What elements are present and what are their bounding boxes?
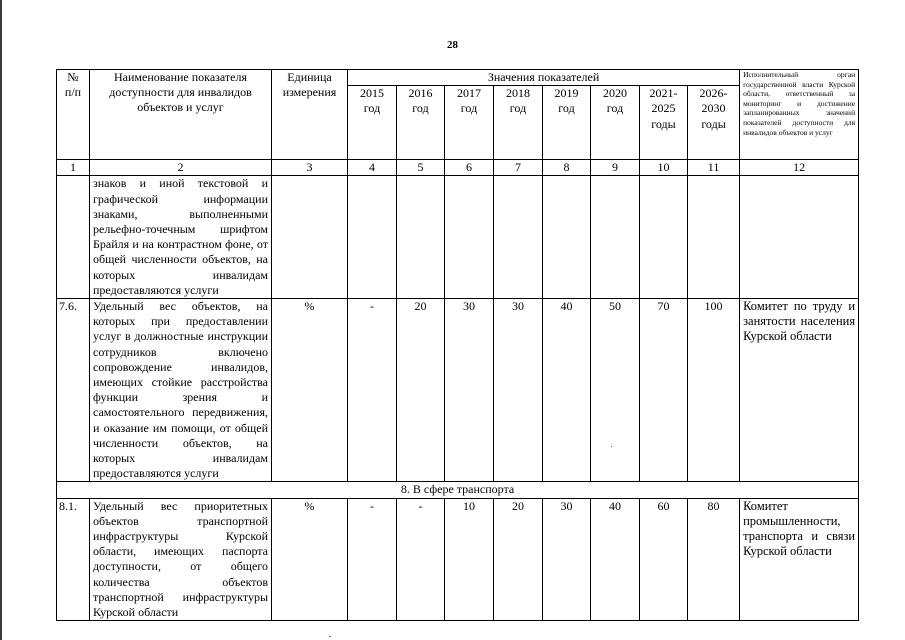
row-value: 80 [688,498,740,621]
header-year-2018: 2018 год [494,86,543,160]
column-number: 2 [90,160,272,176]
column-number: 10 [640,160,688,176]
row-value: 40 [591,498,640,621]
row-value: 40 [543,299,591,482]
row-value: 10 [445,498,494,621]
row-num [57,176,90,299]
header-year-2016: 2016 год [397,86,445,160]
section-title: 8. В сфере транспорта [57,482,859,498]
row-unit: % [272,299,348,482]
header-name: Наименование показателя доступности для инвалидов объектов и услуг [90,70,272,160]
header-organ: Исполнительный орган государственной власти Курской области, ответственный за мониторинг и достижение запланированных значений показателей доступности для инвалидов объектов и услуг [740,70,859,160]
row-value [445,176,494,299]
column-number: 4 [348,160,397,176]
table-row [57,299,859,482]
row-value: 30 [445,299,494,482]
table-row [57,176,859,299]
row-value [494,176,543,299]
column-number-row [57,160,859,176]
scan-speck [611,446,612,447]
row-value: 50 [591,299,640,482]
row-value [543,176,591,299]
section-row [57,482,859,498]
row-name: Удельный вес приоритетных объектов транспортной инфраструктуры Курской области, имеющих паспорта доступности, от общего количества объектов транспортной инфраструктуры Курской области [90,498,272,621]
row-value [640,176,688,299]
row-value [397,176,445,299]
scan-speck [329,636,331,637]
row-value: 30 [494,299,543,482]
page-number: 28 [447,39,458,51]
column-number: 6 [445,160,494,176]
column-number: 9 [591,160,640,176]
table-row [57,498,859,621]
row-value [348,176,397,299]
row-value: 20 [397,299,445,482]
row-organ: Комитет по труду и занятости населения Курской области [740,299,859,482]
row-value: 60 [640,498,688,621]
header-year-2019: 2019 год [543,86,591,160]
row-unit: % [272,498,348,621]
row-num: 7.6. [57,299,90,482]
header-year-2026-2030: 2026- 2030 годы [688,86,740,160]
header-unit: Единица измерения [272,70,348,160]
row-name: Удельный вес объектов, на которых при предоставлении услуг в должностные инструкции сотрудников включено сопровождение инвалидов, имеющих стойкие расстройства функции зрения и самостоятельного передвижения, и оказание им помощи, от общей численности объектов, на которых инвалидам предоставляются услуги [90,299,272,482]
row-organ [740,176,859,299]
row-value: 70 [640,299,688,482]
row-value: - [348,498,397,621]
column-number: 5 [397,160,445,176]
row-value: 20 [494,498,543,621]
row-value: - [397,498,445,621]
row-num: 8.1. [57,498,90,621]
row-value: 100 [688,299,740,482]
header-num: № п/п [57,70,90,160]
column-number: 11 [688,160,740,176]
page-binding-edge [0,0,2,640]
column-number: 3 [272,160,348,176]
row-value [591,176,640,299]
header-year-2021-2025: 2021- 2025 годы [640,86,688,160]
header-values: Значения показателей [348,70,740,86]
header-year-2015: 2015 год [348,86,397,160]
row-value: - [348,299,397,482]
row-organ: Комитет промышленности, транспорта и связи Курской области [740,498,859,621]
column-number: 7 [494,160,543,176]
column-number: 1 [57,160,90,176]
header-year-2017: 2017 год [445,86,494,160]
column-number: 8 [543,160,591,176]
row-name: знаков и иной текстовой и графической информации знаками, выполненными рельефно-точечным шрифтом Брайля и на контрастном фоне, от общей численности объектов, на которых инвалидам предоставляются услуги [90,176,272,299]
row-unit [272,176,348,299]
row-value: 30 [543,498,591,621]
header-year-2020: 2020 год [591,86,640,160]
row-value [688,176,740,299]
header-row-top [57,70,859,86]
column-number: 12 [740,160,859,176]
indicators-table [56,69,859,621]
